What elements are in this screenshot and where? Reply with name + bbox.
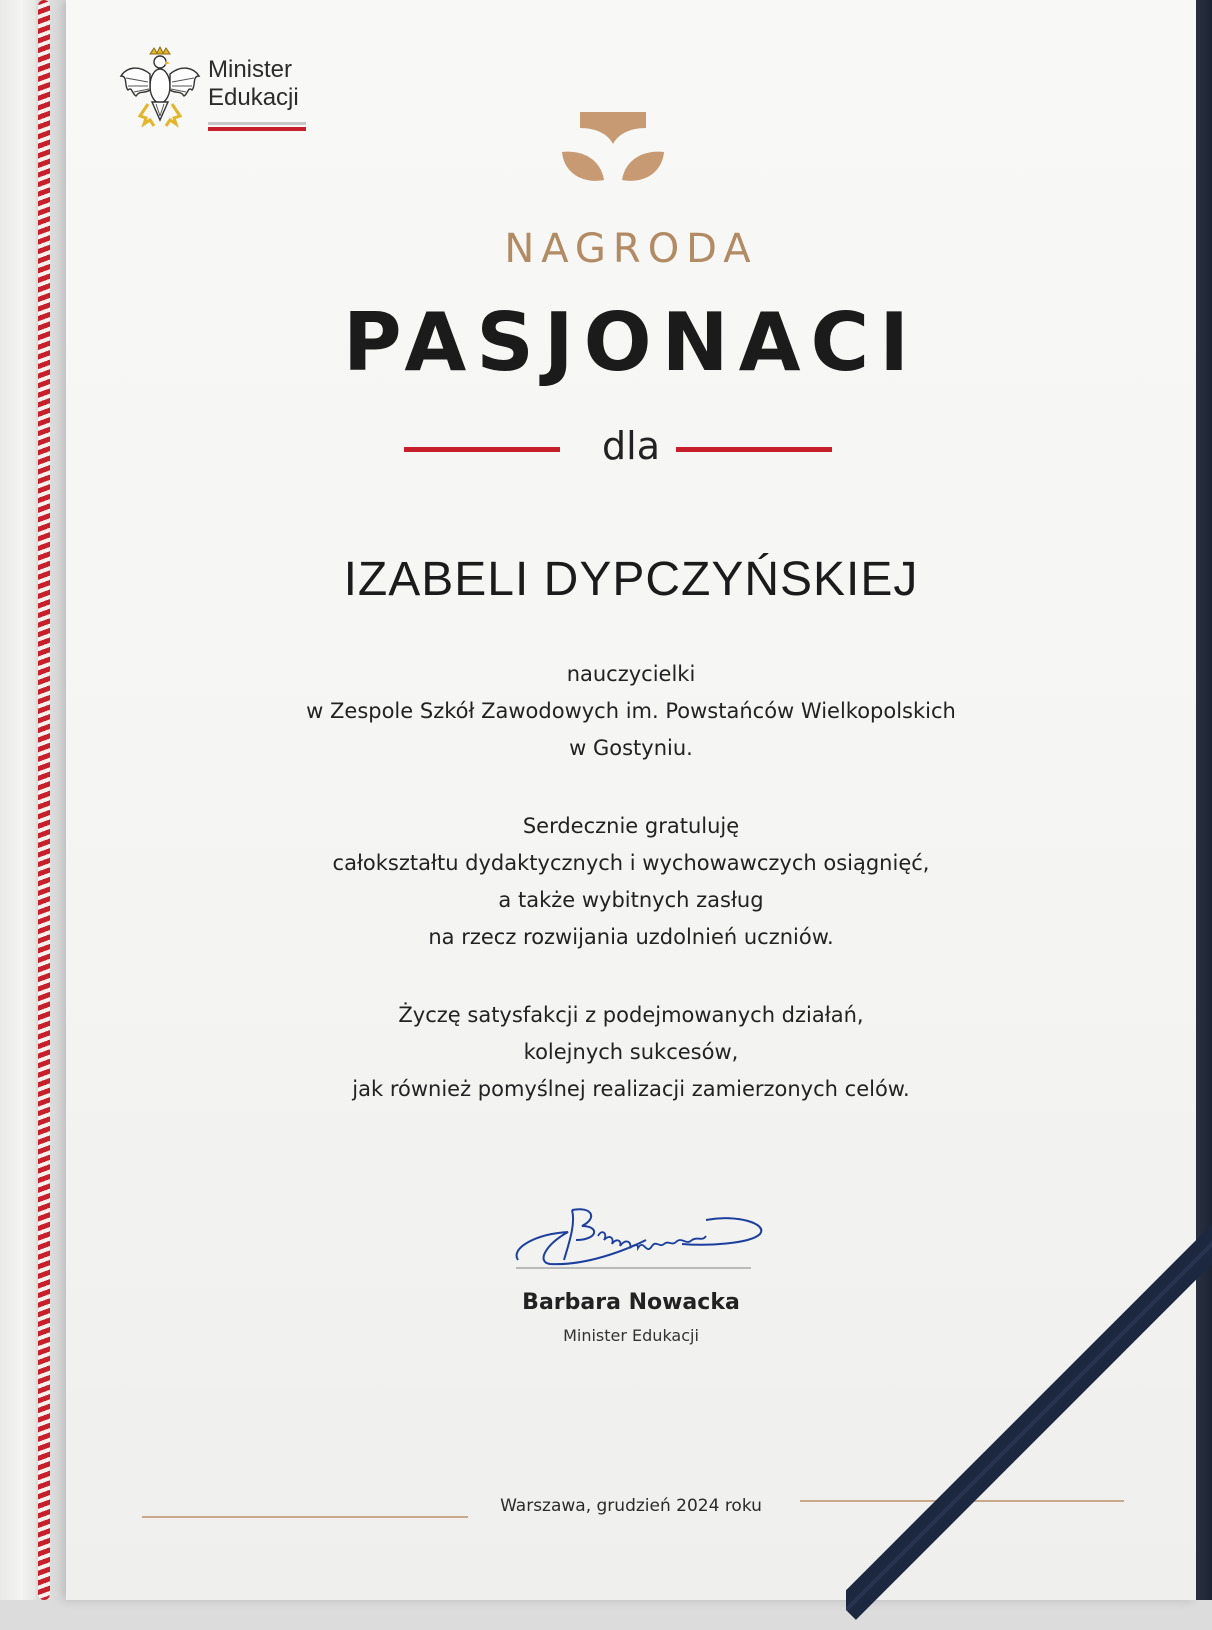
footer-line-right: [800, 1500, 1124, 1502]
for-divider: [66, 424, 1196, 474]
recipient-role: [66, 656, 1196, 767]
flag-underline: [208, 122, 306, 132]
wishes-line: Życzę satysfakcji z podejmowanych działań,: [398, 1003, 864, 1027]
diploma-page: [66, 0, 1196, 1600]
for-word: dla: [602, 424, 660, 468]
ministry-logo: [118, 46, 328, 142]
handwritten-signature: [506, 1200, 776, 1290]
role-line: w Zespole Szkół Zawodowych im. Powstańców Wielkopolskich: [306, 699, 956, 723]
congratulations-line: całokształtu dydaktycznych i wychowawczych osiągnięć,: [332, 851, 930, 875]
congratulations-line: Serdecznie gratuluję: [522, 814, 740, 838]
wishes-line: kolejnych sukcesów,: [523, 1040, 739, 1064]
congratulations-line: a także wybitnych zasług: [498, 888, 764, 912]
signer-title: Minister Edukacji: [563, 1326, 699, 1345]
footer-line-left: [142, 1516, 468, 1518]
role-line: nauczycielki: [566, 662, 696, 686]
red-divider-right: [676, 447, 832, 452]
wishes-text: [66, 997, 1196, 1108]
award-label: NAGRODA: [504, 226, 758, 272]
ministry-logo-line2: Edukacji: [208, 84, 299, 111]
folder-left-edge: [0, 0, 36, 1600]
congratulations-text: [66, 808, 1196, 956]
award-emblem-icon: [558, 106, 668, 186]
wishes-line: jak również pomyślnej realizacji zamierzonych celów.: [352, 1077, 910, 1101]
red-white-cord: [38, 0, 50, 1600]
signer-name: Barbara Nowacka: [522, 1290, 740, 1315]
congratulations-line: na rzecz rozwijania uzdolnień uczniów.: [428, 925, 834, 949]
ministry-logo-text: [208, 56, 299, 112]
white-eagle-emblem-icon: [118, 46, 202, 136]
role-line: w Gostyniu.: [569, 736, 693, 760]
award-name: PASJONACI: [343, 296, 919, 389]
recipient-name: IZABELI DYPCZYŃSKIEJ: [343, 553, 919, 606]
place-date: Warszawa, grudzień 2024 roku: [500, 1496, 762, 1516]
ministry-logo-line1: Minister: [208, 56, 293, 83]
navy-ribbon: [846, 1190, 1212, 1630]
